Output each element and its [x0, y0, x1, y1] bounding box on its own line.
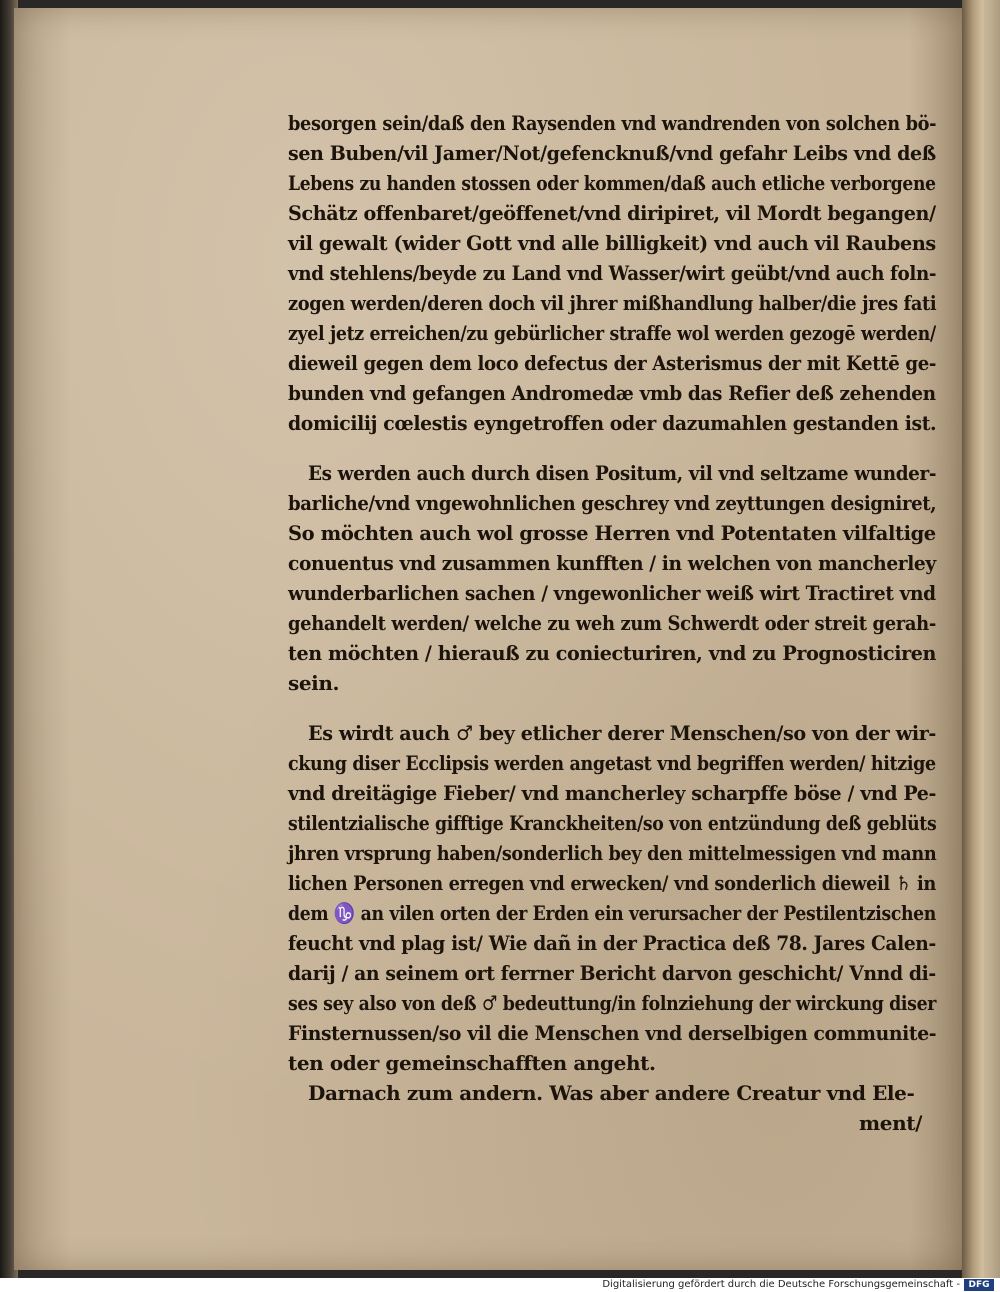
text-line: Es wirdt auch ♂ bey etlicher derer Menschen/so von der wir-: [308, 721, 936, 745]
text-line: conuentus vnd zusammen kunfften / in welchen von mancherley: [288, 551, 936, 575]
text-line: Finsternussen/so vil die Menschen vnd derselbigen communite-: [288, 1021, 937, 1045]
paragraph-continuation: [288, 488, 936, 698]
text-line: vil gewalt (wider Gott vnd alle billigkeit) vnd auch vil Raubens: [288, 231, 936, 255]
text-line: wunderbarlichen sachen / vngewonlicher weiß wirt Tractiret vnd: [288, 581, 936, 605]
text-line: vnd dreitägige Fieber/ vnd mancherley scharpffe böse / vnd Pe-: [288, 781, 937, 805]
text-line: Darnach zum andern. Was aber andere Creatur vnd Ele-: [308, 1081, 915, 1105]
text-line: ses sey also von deß ♂ bedeuttung/in folnziehung der wirckung diser: [288, 991, 937, 1015]
text-line: ten oder gemeinschafften angeht.: [288, 1051, 656, 1075]
text-line: Schätz offenbaret/geöffenet/vnd diripiret, vil Mordt begangen/: [288, 201, 936, 225]
text-line: barliche/vnd vngewohnlichen geschrey vnd zeyttungen designiret,: [288, 491, 937, 515]
text-line: sein.: [288, 671, 340, 695]
text-line: besorgen sein/daß den Raysenden vnd wandrenden von solchen bö-: [288, 111, 937, 135]
paragraph: [288, 458, 936, 488]
text-line: ten möchten / hierauß zu coniecturiren, vnd zu Prognosticiren: [288, 641, 937, 665]
text-line: darij / an seinem ort ferrner Bericht darvon geschicht/ Vnnd di-: [288, 961, 936, 985]
text-line: bunden vnd gefangen Andromedæ vmb das Refier deß zehenden: [288, 381, 936, 405]
text-line: lichen Personen erregen vnd erwecken/ vnd sonderlich dieweil ♄ in: [288, 871, 936, 895]
text-line: So möchten auch wol grosse Herren vnd Potentaten vilfaltige: [288, 521, 936, 545]
text-line: domicilij cœlestis eyngetroffen oder dazumahlen gestanden ist.: [288, 411, 937, 435]
text-line: gehandelt werden/ welche zu weh zum Schwerdt oder streit gerah-: [288, 611, 936, 635]
text-line: dem ♑ an vilen orten der Erden ein verursacher der Pestilentzischen: [288, 901, 937, 925]
text-line: ckung diser Ecclipsis werden angetast vnd begriffen werden/ hitzige: [288, 751, 936, 775]
funding-credit: Digitalisierung gefördert durch die Deutsche Forschungsgemeinschaft -: [602, 1279, 960, 1290]
right-page-leaf: [984, 0, 1000, 1278]
text-line: zyel jetz erreichen/zu gebürlicher straffe wol werden gezogē werden/: [288, 321, 936, 345]
text-line: zogen werden/deren doch vil jhrer mißhandlung halber/die jres fati: [288, 291, 937, 315]
catchword: ment/: [859, 1111, 922, 1135]
text-line: Lebens zu handen stossen oder kommen/daß auch etliche verborgene: [288, 171, 936, 195]
text-line: stilentzialische gifftige Kranckheiten/so von entzündung deß geblüts: [288, 811, 937, 835]
footer-bar: [0, 1278, 1000, 1292]
paragraph: [288, 718, 936, 748]
text-line: jhren vrsprung haben/sonderlich bey den mittelmessigen vnd mann: [288, 841, 937, 865]
paragraph-gap: [288, 438, 936, 458]
text-line: dieweil gegen dem loco defectus der Asterismus der mit Kettē ge-: [288, 351, 937, 375]
paragraph: [288, 108, 936, 438]
paragraph-gap: [288, 698, 936, 718]
text-line: sen Buben/vil Jamer/Not/gefencknuß/vnd gefahr Leibs vnd deß: [288, 141, 936, 165]
paragraph-continuation: [288, 748, 936, 1138]
page-text: [288, 108, 936, 1138]
dfg-logo: DFG: [964, 1279, 994, 1291]
text-line: feucht vnd plag ist/ Wie dañ in der Practica deß 78. Jares Calen-: [288, 931, 936, 955]
text-line: Es werden auch durch disen Positum, vil vnd seltzame wunder-: [308, 461, 937, 485]
text-line: vnd stehlens/beyde zu Land vnd Wasser/wirt geübt/vnd auch foln-: [288, 261, 937, 285]
